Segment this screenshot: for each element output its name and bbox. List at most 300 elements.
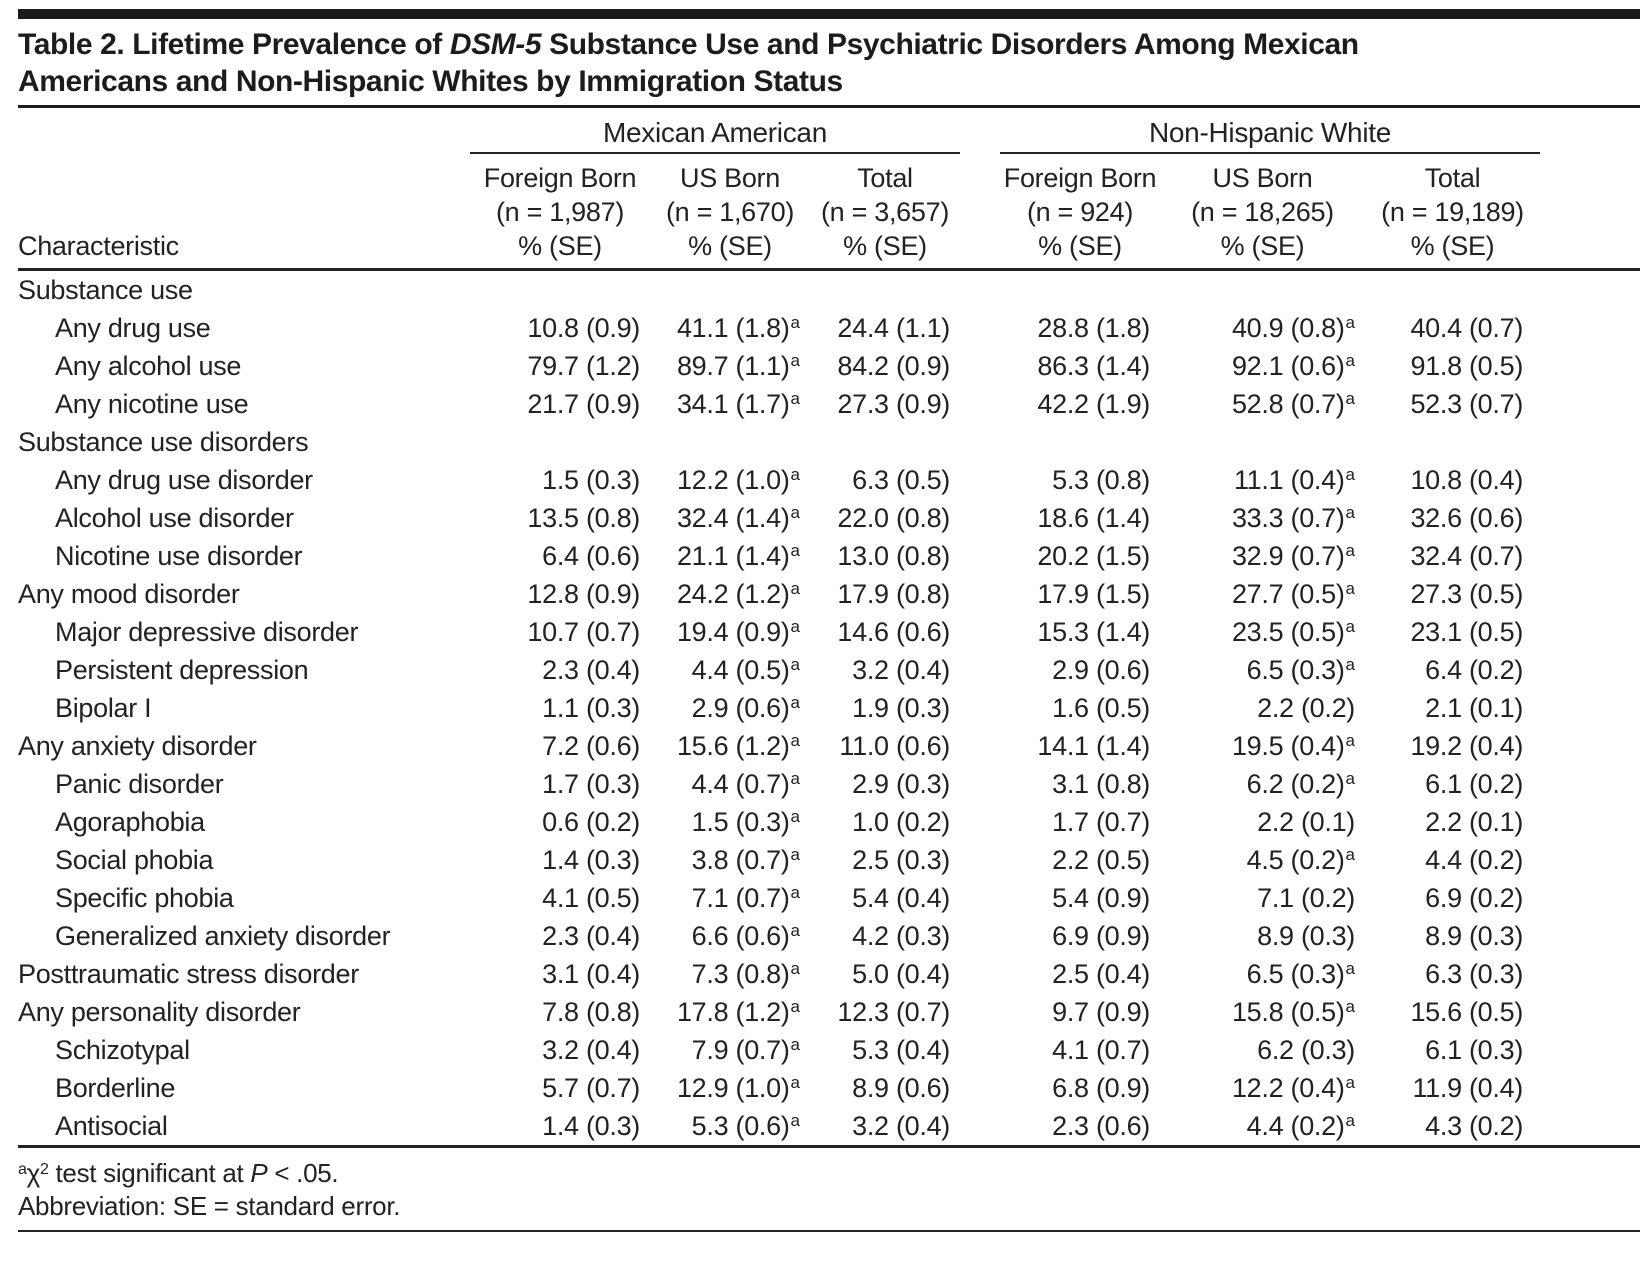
data-cell: 6.5 $(0.3)^a$ <box>1246 959 1355 989</box>
data-cell: 4.1 (0.7) <box>1052 1035 1150 1065</box>
row-label: Borderline <box>55 1073 176 1103</box>
footnotes <box>18 1157 1640 1223</box>
prevalence-table <box>18 108 1640 1148</box>
data-cell: 27.7 $(0.5)^a$ <box>1231 579 1355 609</box>
table-row <box>18 537 1640 575</box>
group-gap-cell <box>960 575 1000 613</box>
table-row <box>18 309 1640 347</box>
data-cell: 3.2 (0.4) <box>810 1107 960 1147</box>
table-header <box>18 108 1640 270</box>
data-cell: 84.2 (0.9) <box>837 351 950 381</box>
data-cell: 17.8 $(1.2)^a$ <box>676 997 800 1027</box>
end-spacer-cell <box>1540 309 1640 347</box>
group-gap-cell <box>960 727 1000 765</box>
column-header <box>810 153 960 270</box>
data-cell: 6.1 (0.2) <box>1425 769 1524 799</box>
significance-marker: a <box>790 1073 800 1092</box>
footnote-exponent: 2 <box>39 1161 49 1178</box>
data-cell: 33.3 $(0.7)^a$ <box>1231 503 1355 533</box>
data-cell: 14.6 (0.6) <box>837 617 950 647</box>
data-cell: 17.9 (1.5) <box>1037 579 1150 609</box>
data-cell: 13.5 (0.8) <box>527 503 640 533</box>
significance-marker: a <box>1345 1111 1355 1130</box>
table-row <box>18 651 1640 689</box>
data-cell: 2.1 (0.1) <box>1425 693 1524 723</box>
data-cell: 6.9 (0.2) <box>1425 883 1524 913</box>
data-cell: 3.8 $(0.7)^a$ <box>691 845 800 875</box>
column-n: (n = 18,265) <box>1191 197 1334 227</box>
table-row <box>18 879 1640 917</box>
group-gap-cell <box>960 1107 1000 1147</box>
footnote-chi: χ <box>26 1158 40 1188</box>
row-label: Any nicotine use <box>55 389 249 419</box>
data-cell: 15.8 $(0.5)^a$ <box>1231 997 1355 1027</box>
row-label: Major depressive disorder <box>55 617 359 647</box>
data-cell: 6.2 (0.3) <box>1257 1035 1355 1065</box>
table-row <box>18 1069 1640 1107</box>
row-label: Bipolar I <box>55 693 152 723</box>
column-name: Total <box>857 163 913 193</box>
column-unit: % (SE) <box>518 231 602 261</box>
data-cell: 11.1 $(0.4)^a$ <box>1233 465 1355 495</box>
significance-marker: a <box>790 617 800 636</box>
table-row <box>18 385 1640 423</box>
significance-marker: a <box>790 959 800 978</box>
data-cell: 20.2 (1.5) <box>1037 541 1150 571</box>
group-gap-cell <box>960 270 1000 310</box>
group-gap-cell <box>960 765 1000 803</box>
data-cell: 52.3 (0.7) <box>1410 389 1524 419</box>
row-label: Specific phobia <box>55 883 234 913</box>
group-gap-cell <box>960 461 1000 499</box>
data-cell: 7.9 $(0.7)^a$ <box>691 1035 800 1065</box>
group-gap-cell <box>960 537 1000 575</box>
row-label: Schizotypal <box>55 1035 190 1065</box>
significance-marker: a <box>790 1035 800 1054</box>
significance-marker: a <box>790 997 800 1016</box>
table-row <box>18 917 1640 955</box>
end-spacer-cell <box>1540 841 1640 879</box>
footnote-abbreviation: Abbreviation: SE = standard error. <box>18 1191 401 1221</box>
data-cell <box>470 270 650 310</box>
data-cell: 14.1 (1.4) <box>1037 731 1150 761</box>
data-cell: 52.8 $(0.7)^a$ <box>1231 389 1355 419</box>
significance-marker: a <box>1345 541 1355 560</box>
row-label: Alcohol use disorder <box>55 503 294 533</box>
significance-marker: a <box>790 351 800 370</box>
group-gap-cell <box>960 879 1000 917</box>
significance-marker: a <box>790 845 800 864</box>
section-row <box>18 423 1640 461</box>
data-cell: 40.9 $(0.8)^a$ <box>1231 313 1355 343</box>
top-rule <box>18 9 1640 19</box>
significance-marker: a <box>790 503 800 522</box>
data-cell: 42.2 (1.9) <box>1037 389 1150 419</box>
group-gap-cell <box>960 955 1000 993</box>
end-spacer-cell <box>1540 423 1640 461</box>
data-cell: 34.1 $(1.7)^a$ <box>676 389 800 419</box>
column-name: Total <box>1424 163 1481 193</box>
data-cell <box>1160 423 1365 461</box>
data-cell: 6.4 (0.2) <box>1425 655 1524 685</box>
column-header <box>470 153 650 270</box>
group-gap-cell <box>960 917 1000 955</box>
column-unit: % (SE) <box>843 231 927 261</box>
data-cell: 24.4 (1.1) <box>837 313 950 343</box>
data-cell: 2.9 (0.6) <box>1052 655 1150 685</box>
data-cell: 12.8 (0.9) <box>527 579 640 609</box>
row-label: Nicotine use disorder <box>55 541 303 571</box>
significance-marker: a <box>1345 655 1355 674</box>
group-gap-cell <box>960 423 1000 461</box>
significance-marker: a <box>790 655 800 674</box>
column-header <box>1000 153 1160 270</box>
data-cell: 8.9 (0.3) <box>1257 921 1355 951</box>
column-name: US Born <box>680 163 780 193</box>
group-gap-cell <box>960 613 1000 651</box>
data-cell: 89.7 $(1.1)^a$ <box>676 351 800 381</box>
title-italic-dsm5: DSM-5 <box>449 28 542 61</box>
data-cell: 3.1 (0.4) <box>542 959 640 989</box>
data-cell: 22.0 (0.8) <box>837 503 950 533</box>
data-cell: 6.9 (0.9) <box>1052 921 1150 951</box>
data-cell: 2.2 (0.1) <box>1425 807 1524 837</box>
data-cell <box>1365 423 1540 461</box>
data-cell: 4.4 (0.2) <box>1425 845 1524 875</box>
data-cell: 2.9 (0.3) <box>852 769 950 799</box>
end-spacer-cell <box>1540 955 1640 993</box>
data-cell <box>1365 270 1540 310</box>
data-cell: 7.2 (0.6) <box>542 731 640 761</box>
data-cell: 32.6 (0.6) <box>1410 503 1524 533</box>
data-cell: 15.6 (0.5) <box>1410 997 1524 1027</box>
data-cell: 1.4 (0.3) <box>542 845 640 875</box>
data-cell: 6.3 (0.3) <box>1425 959 1524 989</box>
column-header <box>1365 153 1540 270</box>
data-cell: 19.5 $(0.4)^a$ <box>1231 731 1355 761</box>
column-n: (n = 19,189) <box>1381 197 1524 227</box>
data-cell: 19.2 (0.4) <box>1410 731 1524 761</box>
significance-marker: a <box>790 579 800 598</box>
column-name: US Born <box>1212 163 1313 193</box>
data-cell: 2.3 (0.6) <box>1000 1107 1160 1147</box>
end-spacer-cell <box>1540 613 1640 651</box>
data-cell: 4.1 (0.5) <box>542 883 640 913</box>
footnote-significance <box>18 1157 1640 1190</box>
data-cell: 6.1 (0.3) <box>1425 1035 1524 1065</box>
significance-marker: a <box>790 541 800 560</box>
significance-marker: a <box>790 1111 800 1130</box>
significance-marker: a <box>1345 845 1355 864</box>
row-label: Antisocial <box>18 1107 470 1147</box>
row-label: Agoraphobia <box>55 807 205 837</box>
title-text-2: Substance Use and Psychiatric Disorders Among Mexican <box>541 28 1359 61</box>
data-cell: 18.6 (1.4) <box>1037 503 1150 533</box>
data-cell: 3.2 (0.4) <box>852 655 950 685</box>
data-cell <box>1000 423 1160 461</box>
data-cell: 5.4 (0.9) <box>1052 883 1150 913</box>
end-spacer <box>1540 108 1640 270</box>
table-row <box>18 689 1640 727</box>
group-gap-cell <box>960 993 1000 1031</box>
group-gap-cell <box>960 309 1000 347</box>
data-cell: 12.2 $(0.4)^a$ <box>1231 1073 1355 1103</box>
end-spacer-cell <box>1540 347 1640 385</box>
data-cell: 10.8 (0.9) <box>527 313 640 343</box>
end-spacer-cell <box>1540 1069 1640 1107</box>
significance-marker: a <box>1345 617 1355 636</box>
data-cell <box>810 270 960 310</box>
data-cell: 5.7 (0.7) <box>542 1073 640 1103</box>
data-cell: 10.8 (0.4) <box>1410 465 1524 495</box>
row-label: Any mood disorder <box>18 579 240 609</box>
data-cell: 7.1 $(0.7)^a$ <box>691 883 800 913</box>
data-cell: 2.2 (0.2) <box>1257 693 1355 723</box>
group-gap-cell <box>960 499 1000 537</box>
end-spacer-cell <box>1540 993 1640 1031</box>
data-cell: 13.0 (0.8) <box>837 541 950 571</box>
significance-marker: a <box>790 769 800 788</box>
table-figure <box>0 9 1652 1232</box>
significance-marker: a <box>1345 313 1355 332</box>
data-cell: 2.3 (0.4) <box>542 921 640 951</box>
data-cell: 7.8 (0.8) <box>542 997 640 1027</box>
table-row <box>18 613 1640 651</box>
end-spacer-cell <box>1540 575 1640 613</box>
data-cell: 2.2 (0.5) <box>1052 845 1150 875</box>
data-cell: 6.4 (0.6) <box>542 541 640 571</box>
data-cell: 27.3 (0.9) <box>837 389 950 419</box>
column-n: (n = 1,670) <box>665 197 795 227</box>
data-cell: 27.3 (0.5) <box>1410 579 1524 609</box>
significance-marker: a <box>1345 769 1355 788</box>
row-label: Any personality disorder <box>18 997 301 1027</box>
data-cell <box>810 423 960 461</box>
data-cell: 6.5 $(0.3)^a$ <box>1246 655 1355 685</box>
data-cell: 86.3 (1.4) <box>1037 351 1150 381</box>
end-spacer-cell <box>1540 461 1640 499</box>
significance-marker: a <box>1345 731 1355 750</box>
data-cell <box>650 270 810 310</box>
group-gap-cell <box>960 803 1000 841</box>
data-cell: 6.3 (0.5) <box>852 465 950 495</box>
data-cell: 6.2 $(0.2)^a$ <box>1246 769 1355 799</box>
footnote-sig-text: test significant at <box>48 1158 251 1188</box>
table-title <box>18 26 1640 100</box>
column-unit: % (SE) <box>1038 231 1122 261</box>
footnote-threshold: < .05. <box>267 1158 339 1188</box>
data-cell: 21.1 $(1.4)^a$ <box>676 541 800 571</box>
data-cell: 32.4 (0.7) <box>1410 541 1524 571</box>
significance-marker: a <box>790 313 800 332</box>
table-row <box>18 575 1640 613</box>
data-cell: 1.7 (0.7) <box>1052 807 1150 837</box>
data-cell: 2.9 $(0.6)^a$ <box>691 693 800 723</box>
footnote-marker: a <box>18 1161 27 1178</box>
group-gap <box>960 108 1000 270</box>
column-name: Foreign Born <box>483 163 637 193</box>
data-cell: 12.3 (0.7) <box>837 997 950 1027</box>
data-cell: 11.9 (0.4) <box>1412 1073 1524 1103</box>
column-group-header: Mexican American <box>470 108 960 153</box>
row-label: Any drug use <box>55 313 211 343</box>
group-header-row <box>18 108 1640 153</box>
data-cell: 1.6 (0.5) <box>1052 693 1150 723</box>
significance-marker: a <box>790 921 800 940</box>
data-cell: 6.8 (0.9) <box>1052 1073 1150 1103</box>
significance-marker: a <box>790 389 800 408</box>
title-line-2: Americans and Non-Hispanic Whites by Immigration Status <box>18 65 843 98</box>
data-cell: 3.1 (0.8) <box>1052 769 1150 799</box>
data-cell: 12.2 $(1.0)^a$ <box>676 465 800 495</box>
data-cell: 12.9 $(1.0)^a$ <box>676 1073 800 1103</box>
data-cell: 7.3 $(0.8)^a$ <box>691 959 800 989</box>
data-cell: 4.5 $(0.2)^a$ <box>1246 845 1355 875</box>
group-gap-cell <box>960 689 1000 727</box>
data-cell: 23.5 $(0.5)^a$ <box>1231 617 1355 647</box>
data-cell: 10.7 (0.7) <box>527 617 640 647</box>
data-cell: 5.3 (0.8) <box>1052 465 1150 495</box>
group-gap-cell <box>960 347 1000 385</box>
significance-marker: a <box>790 807 800 826</box>
data-cell: 23.1 (0.5) <box>1410 617 1524 647</box>
data-cell: 17.9 (0.8) <box>837 579 950 609</box>
table-row <box>18 347 1640 385</box>
end-spacer-cell <box>1540 917 1640 955</box>
data-cell: 5.3 $(0.6)^a$ <box>650 1107 810 1147</box>
table-row <box>18 1031 1640 1069</box>
data-cell: 19.4 $(0.9)^a$ <box>676 617 800 647</box>
end-spacer-cell <box>1540 689 1640 727</box>
significance-marker: a <box>1345 389 1355 408</box>
group-gap-cell <box>960 1031 1000 1069</box>
row-label: Persistent depression <box>55 655 309 685</box>
end-spacer-cell <box>1540 385 1640 423</box>
table-body <box>18 270 1640 1147</box>
row-label: Generalized anxiety disorder <box>55 921 391 951</box>
significance-marker: a <box>1345 1073 1355 1092</box>
data-cell: 5.4 (0.4) <box>852 883 950 913</box>
row-label: Any alcohol use <box>55 351 242 381</box>
footnote-p-symbol: P <box>250 1158 268 1188</box>
data-cell: 8.9 (0.6) <box>852 1073 950 1103</box>
row-label: Social phobia <box>55 845 214 875</box>
data-cell: 9.7 (0.9) <box>1052 997 1150 1027</box>
title-text-1: Table 2. Lifetime Prevalence of <box>18 28 450 61</box>
data-cell <box>1160 270 1365 310</box>
bottom-rule <box>18 1230 1640 1232</box>
data-cell: 28.8 (1.8) <box>1037 313 1150 343</box>
table-row <box>18 993 1640 1031</box>
data-cell: 1.5 $(0.3)^a$ <box>691 807 800 837</box>
end-spacer-cell <box>1540 499 1640 537</box>
table-row <box>18 727 1640 765</box>
data-cell: 24.2 $(1.2)^a$ <box>676 579 800 609</box>
data-cell: 4.2 (0.3) <box>852 921 950 951</box>
column-group-header: Non-Hispanic White <box>1000 108 1540 153</box>
data-cell: 15.6 $(1.2)^a$ <box>676 731 800 761</box>
data-cell: 2.5 (0.4) <box>1052 959 1150 989</box>
data-cell: 2.5 (0.3) <box>852 845 950 875</box>
group-gap-cell <box>960 651 1000 689</box>
data-cell: 41.1 $(1.8)^a$ <box>676 313 800 343</box>
column-n: (n = 1,987) <box>495 197 625 227</box>
column-n: (n = 3,657) <box>820 197 950 227</box>
column-unit: % (SE) <box>688 231 772 261</box>
data-cell: 0.6 (0.2) <box>542 807 640 837</box>
significance-marker: a <box>1345 997 1355 1016</box>
end-spacer-cell <box>1540 765 1640 803</box>
data-cell: 91.8 (0.5) <box>1410 351 1524 381</box>
significance-marker: a <box>790 693 800 712</box>
data-cell: 32.4 $(1.4)^a$ <box>676 503 800 533</box>
significance-marker: a <box>1345 959 1355 978</box>
table-row <box>18 765 1640 803</box>
data-cell: 1.1 (0.3) <box>542 693 640 723</box>
significance-marker: a <box>790 731 800 750</box>
table-row <box>18 803 1640 841</box>
data-cell: 4.4 $(0.7)^a$ <box>691 769 800 799</box>
data-cell: 1.7 (0.3) <box>542 769 640 799</box>
data-cell <box>470 423 650 461</box>
data-cell: 8.9 (0.3) <box>1425 921 1524 951</box>
data-cell: 32.9 $(0.7)^a$ <box>1231 541 1355 571</box>
significance-marker: a <box>1345 465 1355 484</box>
data-cell: 15.3 (1.4) <box>1037 617 1150 647</box>
significance-marker: a <box>1345 503 1355 522</box>
group-gap-cell <box>960 841 1000 879</box>
column-unit: % (SE) <box>1410 231 1495 261</box>
data-cell: 92.1 $(0.6)^a$ <box>1231 351 1355 381</box>
data-cell: 1.0 (0.2) <box>852 807 950 837</box>
group-gap-cell <box>960 1069 1000 1107</box>
data-cell: 2.3 (0.4) <box>542 655 640 685</box>
data-cell: 6.6 $(0.6)^a$ <box>691 921 800 951</box>
data-cell: 40.4 (0.7) <box>1410 313 1524 343</box>
end-spacer-cell <box>1540 1107 1640 1147</box>
end-spacer-cell <box>1540 270 1640 310</box>
data-cell: 7.1 (0.2) <box>1257 883 1355 913</box>
end-spacer-cell <box>1540 537 1640 575</box>
table-row <box>18 499 1640 537</box>
significance-marker: a <box>1345 351 1355 370</box>
section-row <box>18 270 1640 310</box>
data-cell: 11.0 (0.6) <box>839 731 950 761</box>
data-cell: 1.9 (0.3) <box>852 693 950 723</box>
data-cell: 1.4 (0.3) <box>470 1107 650 1147</box>
column-name: Foreign Born <box>1003 163 1157 193</box>
row-label: Any anxiety disorder <box>18 731 257 761</box>
data-cell: 1.5 (0.3) <box>542 465 640 495</box>
data-cell <box>1000 270 1160 310</box>
row-label: Any drug use disorder <box>55 465 313 495</box>
column-n: (n = 924) <box>1026 197 1134 227</box>
table-row <box>18 461 1640 499</box>
data-cell: 5.0 (0.4) <box>852 959 950 989</box>
table-row <box>18 841 1640 879</box>
data-cell: 21.7 (0.9) <box>527 389 640 419</box>
table-row <box>18 1107 1640 1147</box>
data-cell: 4.3 (0.2) <box>1365 1107 1540 1147</box>
end-spacer-cell <box>1540 879 1640 917</box>
column-header <box>1160 153 1365 270</box>
end-spacer-cell <box>1540 651 1640 689</box>
column-header <box>650 153 810 270</box>
data-cell: 2.2 (0.1) <box>1257 807 1355 837</box>
significance-marker: a <box>790 465 800 484</box>
group-gap-cell <box>960 385 1000 423</box>
row-label: Substance use disorders <box>18 427 309 457</box>
